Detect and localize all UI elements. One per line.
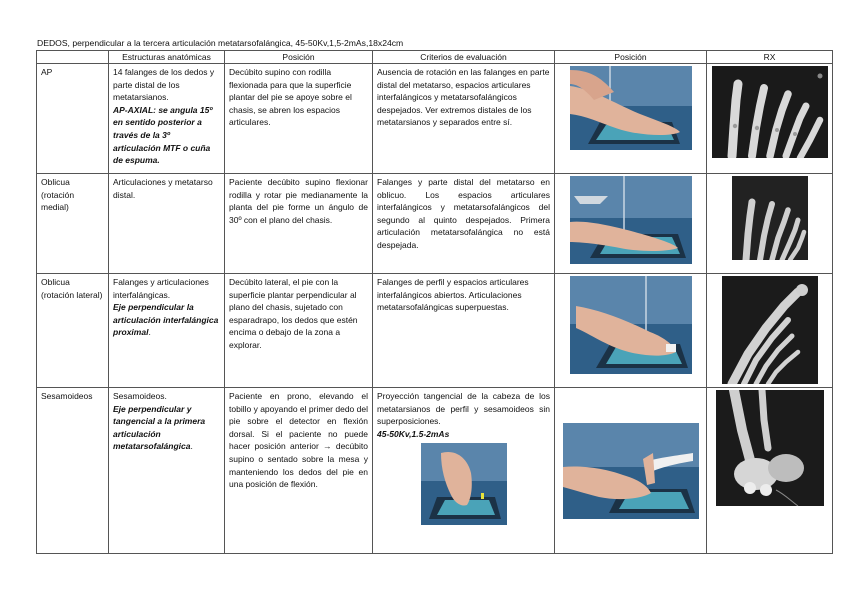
structures-text: Falanges y articulaciones interfalángicas. [113, 277, 209, 300]
position-photo [570, 66, 692, 150]
criteria-cell [373, 388, 555, 554]
rx-cell [707, 388, 833, 554]
xray-image [732, 176, 808, 260]
rx-cell [707, 174, 833, 274]
position-photo [570, 276, 692, 374]
position-photo-cell [555, 64, 707, 174]
xray-image [712, 66, 828, 158]
header-position: Posición [225, 51, 373, 64]
structures-text: 14 falanges de los dedos y parte distal de los metatarsianos. [113, 67, 215, 103]
header-position-photo: Posición [555, 51, 707, 64]
projection-cell: Oblicua (rotación medial) [37, 174, 109, 274]
structures-text: Sesamoideos. [113, 391, 167, 401]
position-cell: Decúbito lateral, el pie con la superficie plantar perpendicular al plano del chasis, sujetado con esparadrapo, los dedos que estén encima o debajo de la zona a explorar. [225, 274, 373, 388]
criteria-cell: Ausencia de rotación en las falanges en parte distal del metatarso, espacios articulares interfalángicos y metatarsofalángicos despejados. Ver extremos distales de los metatarsianos y separados entre sí. [373, 64, 555, 174]
structures-text: Articulaciones y metatarso distal. [113, 177, 213, 200]
structures-emphasis-tail: . [190, 441, 193, 452]
table-header-row [37, 51, 833, 64]
position-cell: Paciente en prono, elevando el tobillo y apoyando el primer dedo del pie sobre el detector en flexión dorsal. Si el paciente no puede hacer posición anterior → decúbito supino o sentado sobre la mesa y manteniendo los dedos del pie en una posición de flexión. [225, 388, 373, 554]
header-structures: Estructuras anatómicas [109, 51, 225, 64]
criteria-cell: Falanges de perfil y espacios articulares interfalángicos abiertos. Articulaciones metatarsofalángicas superpuestas. [373, 274, 555, 388]
structures-cell [109, 388, 225, 554]
structures-cell [109, 174, 225, 274]
structures-emphasis-tail: . [148, 327, 151, 338]
header-projection [37, 51, 109, 64]
table-row [37, 64, 833, 174]
criteria-cell: Falanges y parte distal del metatarso en oblicuo. Los espacios articulares interfalángicos y metatarsofalángicos del segundo al quinto despejados. Primera articulación metatarsofalángica no está despejada. [373, 174, 555, 274]
structures-emphasis: AP-AXIAL: se angula 15º en sentido posterior a través de la 3º articulación MTF o cuña de espuma. [113, 104, 213, 166]
projection-cell: Oblicua (rotación lateral) [37, 274, 109, 388]
header-criteria: Criterios de evaluación [373, 51, 555, 64]
xray-image [722, 276, 818, 384]
position-photo-cell [555, 388, 707, 554]
position-photo-cell [555, 274, 707, 388]
structures-cell [109, 64, 225, 174]
table-row [37, 274, 833, 388]
position-photo [563, 423, 699, 519]
xray-image [716, 390, 824, 506]
table-row [37, 388, 833, 554]
projection-cell: AP [37, 64, 109, 174]
criteria-text: Proyección tangencial de la cabeza de los metatarsianos de perfil y sesamoideos sin superposiciones. [377, 391, 550, 427]
criteria-photo [421, 443, 507, 525]
position-photo [570, 176, 692, 264]
document-title: DEDOS, perpendicular a la tercera articulación metatarsofalángica, 45-50Kv,1,5-2mAs,18x24cm [37, 38, 404, 48]
position-photo-cell [555, 174, 707, 274]
positioning-table [36, 50, 833, 554]
rx-cell [707, 274, 833, 388]
criteria-emphasis: 45-50Kv,1.5-2mAs [377, 428, 450, 439]
header-rx: RX [707, 51, 833, 64]
table-row [37, 174, 833, 274]
structures-cell [109, 274, 225, 388]
structures-emphasis [113, 301, 220, 339]
position-cell: Decúbito supino con rodilla flexionada para que la superficie plantar del pie se apoye sobre el chasis, se abren los espacios articulares. [225, 64, 373, 174]
rx-cell [707, 64, 833, 174]
position-cell: Paciente decúbito supino flexionar rodilla y rotar pie medianamente la planta del pie forme un ángulo de 30º con el plano del chasis. [225, 174, 373, 274]
projection-cell: Sesamoideos [37, 388, 109, 554]
structures-emphasis-text: Eje perpendicular la articulación interfalángica proximal [113, 302, 219, 338]
structures-emphasis-text: Eje perpendicular y tangencial a la primera articulación metatarsofalángica [113, 403, 206, 452]
structures-emphasis [113, 403, 220, 453]
